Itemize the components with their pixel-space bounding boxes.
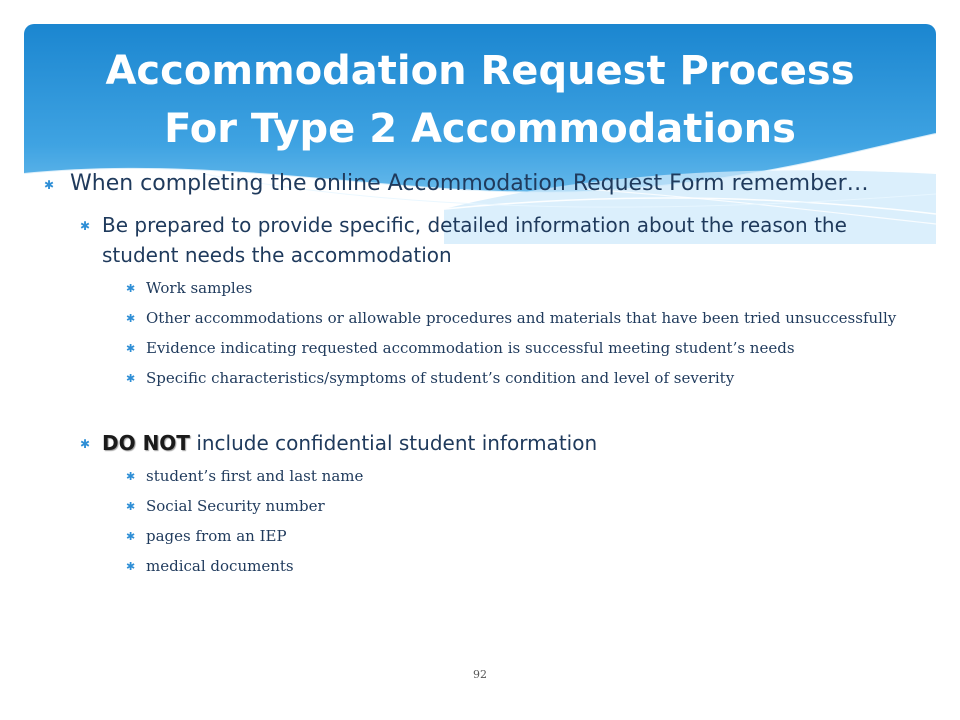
title-line-2: For Type 2 Accommodations xyxy=(164,106,796,152)
list-item xyxy=(40,555,920,578)
list-item xyxy=(40,525,920,548)
list-item-text: Social Security number xyxy=(146,497,325,515)
bullet-do-not-text: include confidential student information xyxy=(196,431,598,455)
list-item-text: Work samples xyxy=(146,279,253,297)
asterisk-bullet-icon: ✱ xyxy=(80,219,91,233)
slide-title xyxy=(24,42,936,158)
list-item xyxy=(40,465,920,488)
bullet-prepare-text: Be prepared to provide specific, detailed information about the reason the student needs the accommodation xyxy=(102,213,847,267)
list-item xyxy=(40,367,920,390)
asterisk-bullet-icon: ✱ xyxy=(126,560,136,573)
list-item-text: student’s first and last name xyxy=(146,467,364,485)
list-item-text: Evidence indicating requested accommodation is successful meeting student’s needs xyxy=(146,339,795,357)
list-item-text: pages from an IEP xyxy=(146,527,287,545)
bullet-prepare xyxy=(40,210,920,270)
do-not-emphasis: DO NOT xyxy=(102,431,190,455)
slide-content xyxy=(40,168,920,578)
asterisk-bullet-icon: ✱ xyxy=(126,372,136,385)
list-item-text: medical documents xyxy=(146,557,294,575)
bullet-do-not xyxy=(40,428,920,458)
asterisk-bullet-icon: ✱ xyxy=(126,470,136,483)
title-line-1: Accommodation Request Process xyxy=(105,48,855,94)
asterisk-bullet-icon: ✱ xyxy=(126,500,136,513)
spacer xyxy=(40,390,920,428)
asterisk-bullet-icon: ✱ xyxy=(126,312,136,325)
asterisk-bullet-icon: ✱ xyxy=(126,282,136,295)
list-item xyxy=(40,495,920,518)
asterisk-bullet-icon: ✱ xyxy=(126,342,136,355)
page-number: 92 xyxy=(473,668,487,681)
list-item xyxy=(40,277,920,300)
list-item-text: Specific characteristics/symptoms of student’s condition and level of severity xyxy=(146,369,735,387)
list-item xyxy=(40,337,920,360)
asterisk-bullet-icon: ✱ xyxy=(126,530,136,543)
list-item xyxy=(40,307,920,330)
bullet-intro-text: When completing the online Accommodation Request Form remember… xyxy=(70,171,869,196)
asterisk-bullet-icon: ✱ xyxy=(44,178,55,192)
list-item-text: Other accommodations or allowable procedures and materials that have been tried unsuccessfully xyxy=(146,309,897,327)
asterisk-bullet-icon: ✱ xyxy=(80,437,91,451)
bullet-intro xyxy=(40,168,920,200)
